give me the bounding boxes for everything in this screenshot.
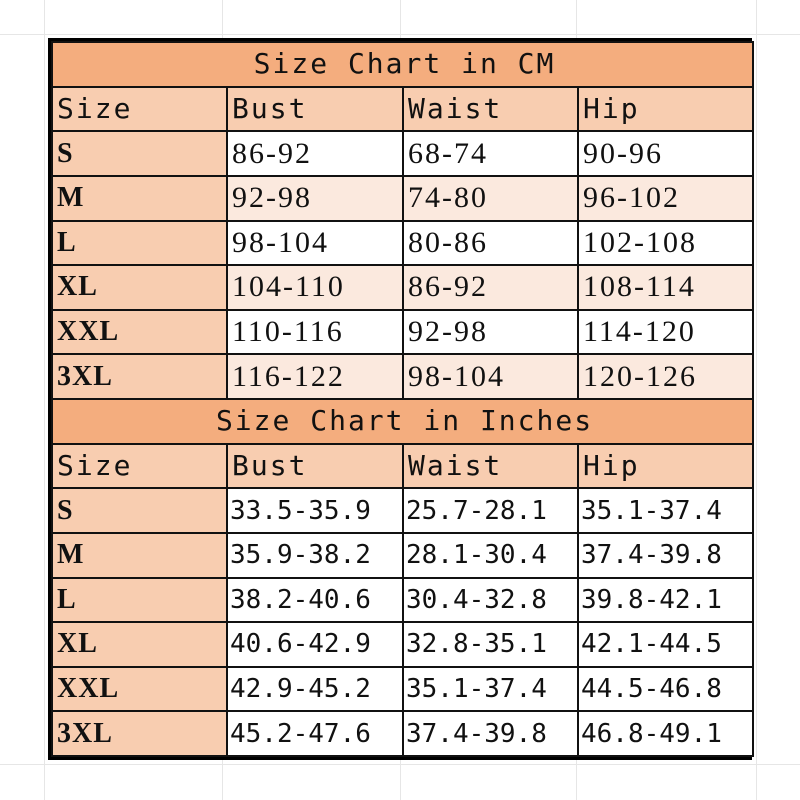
inch-bust-cell: 45.2-47.6 — [227, 711, 403, 756]
inch-table-row — [52, 622, 753, 667]
cm-hip-cell: 114-120 — [578, 310, 753, 355]
cm-bust-cell: 110-116 — [227, 310, 403, 355]
inch-header-hip: Hip — [578, 444, 753, 489]
inch-table-row — [52, 667, 753, 712]
cm-header-size: Size — [52, 87, 227, 132]
inch-waist-cell: 32.8-35.1 — [403, 622, 578, 667]
inch-hip-cell: 42.1-44.5 — [578, 622, 753, 667]
cm-hip-cell: 120-126 — [578, 354, 753, 399]
inch-bust-cell: 42.9-45.2 — [227, 667, 403, 712]
cm-bust-cell: 98-104 — [227, 221, 403, 266]
inch-header-bust: Bust — [227, 444, 403, 489]
cm-chart-title: Size Chart in CM — [52, 42, 753, 87]
cm-waist-cell: 86-92 — [403, 265, 578, 310]
inch-bust-cell: 35.9-38.2 — [227, 533, 403, 578]
inch-table-row — [52, 488, 753, 533]
cm-size-cell: XXL — [52, 310, 227, 355]
sheet-gridline — [756, 0, 757, 800]
inch-header-waist: Waist — [403, 444, 578, 489]
cm-table-row — [52, 176, 753, 221]
inch-bust-cell: 40.6-42.9 — [227, 622, 403, 667]
cm-bust-cell: 104-110 — [227, 265, 403, 310]
cm-waist-cell: 74-80 — [403, 176, 578, 221]
cm-waist-cell: 68-74 — [403, 131, 578, 176]
cm-header-row — [52, 87, 753, 132]
cm-size-cell: S — [52, 131, 227, 176]
cm-waist-cell: 98-104 — [403, 354, 578, 399]
size-chart-table — [51, 41, 754, 757]
inch-table-row — [52, 578, 753, 623]
cm-bust-cell: 92-98 — [227, 176, 403, 221]
cm-header-bust: Bust — [227, 87, 403, 132]
inch-waist-cell: 35.1-37.4 — [403, 667, 578, 712]
inch-bust-cell: 38.2-40.6 — [227, 578, 403, 623]
inch-size-cell: XXL — [52, 667, 227, 712]
inch-hip-cell: 37.4-39.8 — [578, 533, 753, 578]
inch-header-size: Size — [52, 444, 227, 489]
inch-hip-cell: 35.1-37.4 — [578, 488, 753, 533]
cm-size-cell: 3XL — [52, 354, 227, 399]
inch-waist-cell: 37.4-39.8 — [403, 711, 578, 756]
inch-size-cell: M — [52, 533, 227, 578]
cm-table-row — [52, 354, 753, 399]
cm-table-row — [52, 310, 753, 355]
inch-size-cell: S — [52, 488, 227, 533]
inch-table-row — [52, 711, 753, 756]
cm-hip-cell: 90-96 — [578, 131, 753, 176]
cm-hip-cell: 96-102 — [578, 176, 753, 221]
inch-waist-cell: 25.7-28.1 — [403, 488, 578, 533]
cm-waist-cell: 80-86 — [403, 221, 578, 266]
cm-size-cell: M — [52, 176, 227, 221]
inch-bust-cell: 33.5-35.9 — [227, 488, 403, 533]
inch-size-cell: L — [52, 578, 227, 623]
inch-title-row — [52, 399, 753, 444]
inch-waist-cell: 28.1-30.4 — [403, 533, 578, 578]
inch-hip-cell: 44.5-46.8 — [578, 667, 753, 712]
inch-table-row — [52, 533, 753, 578]
sheet-gridline — [44, 0, 45, 800]
cm-hip-cell: 108-114 — [578, 265, 753, 310]
cm-header-waist: Waist — [403, 87, 578, 132]
inch-hip-cell: 39.8-42.1 — [578, 578, 753, 623]
cm-table-row — [52, 221, 753, 266]
cm-table-row — [52, 265, 753, 310]
inch-size-cell: XL — [52, 622, 227, 667]
inch-size-cell: 3XL — [52, 711, 227, 756]
cm-bust-cell: 116-122 — [227, 354, 403, 399]
cm-size-cell: XL — [52, 265, 227, 310]
inch-waist-cell: 30.4-32.8 — [403, 578, 578, 623]
cm-bust-cell: 86-92 — [227, 131, 403, 176]
inch-header-row — [52, 444, 753, 489]
inch-chart-title: Size Chart in Inches — [52, 399, 753, 444]
cm-title-row — [52, 42, 753, 87]
inch-hip-cell: 46.8-49.1 — [578, 711, 753, 756]
cm-table-row — [52, 131, 753, 176]
cm-hip-cell: 102-108 — [578, 221, 753, 266]
size-chart — [48, 38, 752, 760]
cm-waist-cell: 92-98 — [403, 310, 578, 355]
cm-size-cell: L — [52, 221, 227, 266]
cm-header-hip: Hip — [578, 87, 753, 132]
